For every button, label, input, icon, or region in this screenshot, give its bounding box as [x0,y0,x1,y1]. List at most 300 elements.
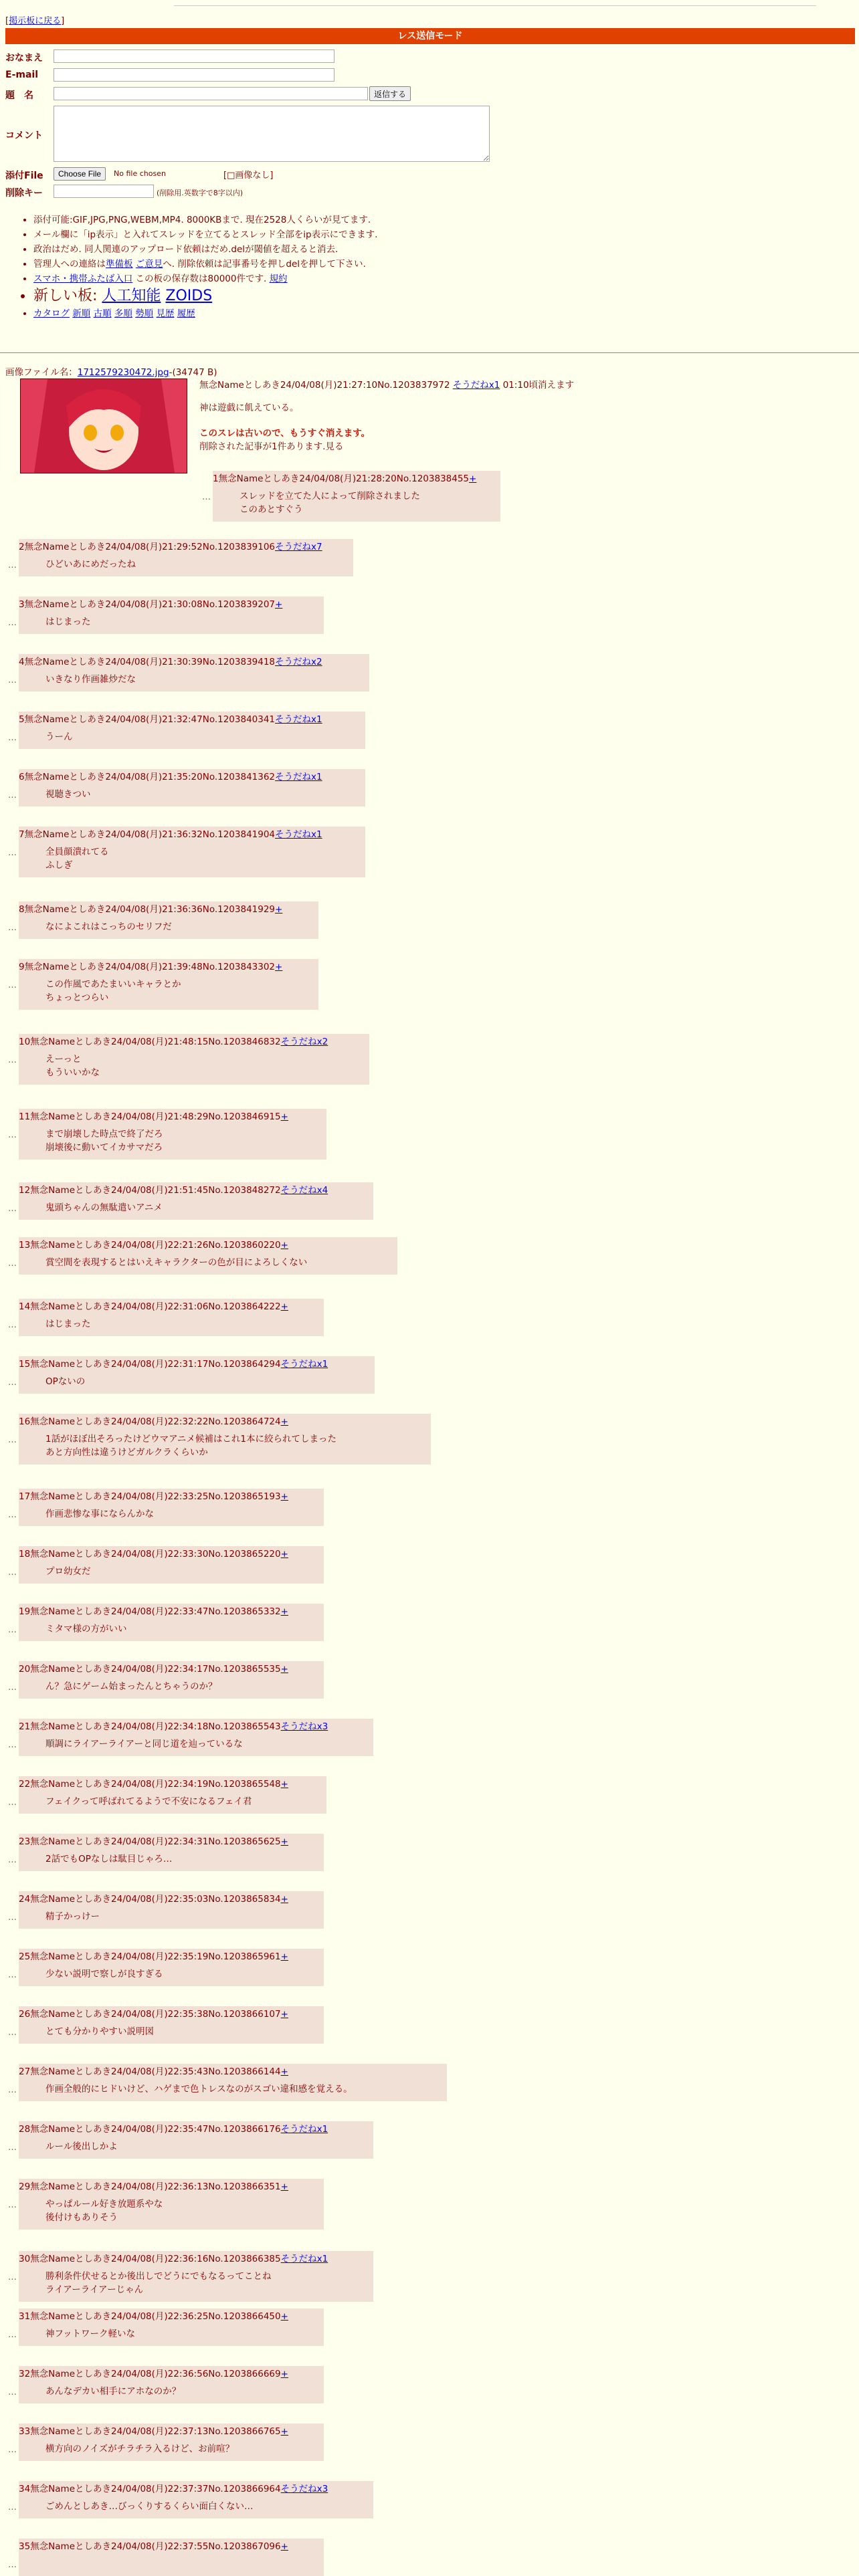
reply-header-text: 無念Nameとしあき24/04/08(月)21:51:45No.1203848272 [30,1185,281,1196]
reply-header-text: 無念Nameとしあき24/04/08(月)22:35:03No.1203865834 [30,1894,281,1905]
reply-line: あと方向性は違うけどガルクラくらいか [45,1447,208,1458]
sodane-link[interactable]: + [280,1240,288,1251]
reply-header-text: 無念Nameとしあき24/04/08(月)21:29:52No.1203839106 [24,542,276,552]
junbi-link[interactable]: 準備板 [106,259,133,270]
op-header-text: 無念Nameとしあき24/04/08(月)21:27:10No.1203837972 [199,380,450,391]
reply-line: 視聴きつい [45,789,91,800]
reply-body [19,1680,321,1693]
reply-header [19,1035,367,1049]
reply-body [19,1375,372,1388]
reply-line: ひどいあにめだったね [45,559,136,570]
sodane-link[interactable]: + [275,962,283,972]
reply-header [19,2180,321,2193]
reply-ellipsis: … [8,1740,17,1750]
file-label: 添付File [5,171,43,181]
reply-header-text: 無念Nameとしあき24/04/08(月)22:36:25No.1203866450 [30,2311,281,2322]
sodane-link[interactable]: + [275,599,283,610]
choose-file-button[interactable]: Choose File [54,167,106,181]
reply-line: やっぱルール好き放題系やな [45,2199,163,2210]
reply-number: 35 [19,2541,31,2552]
sodane-link[interactable]: + [280,1894,288,1905]
reply-line [45,2557,321,2571]
new-boards-prefix: 新しい板: [33,288,102,304]
sodane-link[interactable]: + [280,1416,288,1427]
reply-ellipsis: … [8,1320,17,1330]
reply-body [19,788,363,801]
new-order-link[interactable]: 新順 [72,308,91,319]
op-sodane[interactable]: そうだねx1 [452,380,500,391]
delkey-note: (削除用.英数字で8字以内) [157,189,244,197]
reply-number: 24 [19,1894,31,1905]
reply-number: 16 [19,1416,31,1427]
reply-header [19,2008,321,2021]
sodane-link[interactable]: + [280,2369,288,2379]
reply-header [19,1835,321,1848]
reply-header-text: 無念Nameとしあき24/04/08(月)22:34:17No.1203865535 [30,1664,281,1675]
reply-post [19,539,353,576]
sodane-link[interactable]: + [280,1301,288,1312]
reply-ellipsis: … [8,2272,17,2282]
reply-line: 少ない説明で察しが良すぎる [45,1969,163,1979]
reply-line: はじまった [45,617,91,627]
reply-line: 神フットワーク軽いな [45,2329,136,2339]
smartphone-link[interactable]: スマホ・携帯ふたば入口 [33,274,133,284]
reply-number: 12 [19,1185,31,1196]
reply-number: 25 [19,1951,31,1962]
reply-header [19,2252,371,2266]
reply-post [19,1776,326,1814]
reply-mode-bar: レス送信モード [5,28,855,44]
sodane-link[interactable]: + [280,1606,288,1617]
reply-body [19,1967,321,1981]
reply-line: 1話がほぼ出そろったけどウマアニメ候補はこれ1本に絞られてしまった [45,1434,337,1444]
comment-textarea[interactable] [54,106,490,162]
old-order-link[interactable]: 古順 [93,308,112,319]
sodane-link[interactable]: そうだねx4 [280,1185,328,1196]
reply-ellipsis: … [8,2143,17,2153]
reply-number: 13 [19,1240,31,1251]
reply-header [19,770,363,784]
op-expire: 01:10頃消えます [502,380,575,391]
reply-ellipsis: … [8,733,17,743]
reply-number: 20 [19,1664,31,1675]
reply-post [19,2481,373,2518]
reply-body [19,1507,321,1521]
reply-header [19,1547,321,1561]
reply-header [19,1415,428,1428]
reply-body [19,2197,321,2224]
sodane-link[interactable]: そうだねx3 [280,1721,328,1732]
reply-line: OPないの [45,1376,86,1387]
reply-header [19,1950,321,1963]
reply-line: とても分かりやすい説明図 [45,2026,154,2037]
reply-line: フェイクって呼ばれてるようで不安になるフェイ君 [45,1796,252,1807]
reply-number: 9 [19,962,25,972]
reply-ellipsis: … [8,1970,17,1980]
reply-line: もういいかな [45,1067,100,1078]
reply-ellipsis: … [202,492,211,502]
reply-post [19,2251,373,2302]
reply-header [19,960,316,974]
reply-header-text: 無念Nameとしあき24/04/08(月)21:39:48No.1203843302 [24,962,276,972]
reply-header-text: 無念Nameとしあき24/04/08(月)22:34:19No.1203865548 [30,1779,281,1790]
comment-label: コメント [5,130,43,141]
reply-header-text: 無念Nameとしあき24/04/08(月)22:37:13No.1203866765 [30,2426,281,2437]
reply-number: 1 [213,473,219,484]
new-boards [33,286,850,306]
reply-number: 34 [19,2484,31,2494]
reply-ellipsis: … [8,1568,17,1578]
reply-ellipsis: … [8,2445,17,2455]
reply-number: 23 [19,1836,31,1847]
sodane-link[interactable]: そうだねx1 [275,829,322,840]
reply-number: 3 [19,599,25,610]
reply-ellipsis: … [8,2200,17,2210]
subject-label: 題 名 [5,90,33,101]
many-order-link[interactable]: 多順 [114,308,132,319]
reply-ellipsis: … [8,560,17,570]
reply-line: ルール後出しかよ [45,2141,118,2152]
sodane-link[interactable]: + [280,2009,288,2020]
zoids-board-link[interactable]: ZOIDS [165,288,213,304]
reply-header-text: 無念Nameとしあき24/04/08(月)21:48:29No.1203846915 [30,1111,281,1122]
reply-line: 作画全般的にヒドいけど、ハゲまで色トレスなのがスゴい違和感を覚える。 [45,2084,353,2095]
reply-line: いきなり作画雑炒だな [45,674,136,685]
reply-header-text: 無念Nameとしあき24/04/08(月)22:37:37No.1203866964 [30,2484,281,2494]
reply-header-text: 無念Nameとしあき24/04/08(月)22:35:19No.1203865961 [30,1951,281,1962]
sodane-link[interactable]: そうだねx1 [275,714,322,725]
reply-line: 鬼頭ちゃんの無駄遣いアニメ [45,1202,163,1213]
sodane-link[interactable]: + [275,904,283,915]
reply-header-text: 無念Nameとしあき24/04/08(月)22:35:43No.1203866144 [30,2066,281,2077]
reply-header [19,2065,444,2078]
reply-body [19,2385,321,2398]
reply-post [19,2064,447,2101]
reply-post [19,2121,373,2159]
reply-body [19,2082,444,2096]
sodane-link[interactable]: + [280,2426,288,2437]
sodane-link[interactable]: + [280,1664,288,1675]
reply-post [19,827,365,877]
reply-ellipsis: … [8,2387,17,2397]
view-history-link[interactable]: 見歴 [156,308,175,319]
reply-body [19,1053,367,1079]
reply-header [19,1662,321,1676]
reply-number: 30 [19,2254,31,2264]
reply-header [19,1720,371,1733]
reply-ellipsis: … [8,1798,17,1808]
reply-ellipsis: … [8,2560,17,2570]
reply-ellipsis: … [8,675,17,685]
kiyaku-link[interactable]: 規約 [269,274,288,284]
rule-item: • メール欄に「ip表示」と入れてスレッドを立てるとスレッド全部をip表示にできます. [33,227,850,242]
reply-number: 28 [19,2124,31,2135]
reply-number: 27 [19,2066,31,2077]
goiken-link[interactable]: ご意見 [135,259,163,270]
reply-number: 33 [19,2426,31,2437]
reply-post [19,712,365,749]
reply-number: 22 [19,1779,31,1790]
reply-header-text: 無念Nameとしあき24/04/08(月)22:34:31No.1203865625 [30,1836,281,1847]
delkey-input[interactable] [54,185,154,198]
reply-number: 26 [19,2009,31,2020]
reply-ellipsis: … [8,923,17,933]
name-input[interactable] [54,49,335,63]
reply-number: 8 [19,904,25,915]
reply-body [19,1201,371,1214]
reply-body [19,1565,321,1578]
reply-post [19,2424,324,2461]
back-link[interactable]: 掲示板に戻る [9,16,62,26]
reply-post [19,1719,373,1756]
reply-header [19,713,363,726]
reply-header-text: 無念Nameとしあき24/04/08(月)22:33:25No.1203865193 [30,1491,281,1502]
reply-line: 2話でもOPなしは駄目じゃろ… [45,1854,173,1864]
name-label: おなまえ [5,53,43,64]
reply-number: 18 [19,1549,31,1560]
reply-header-text: 無念Nameとしあき24/04/08(月)21:35:20No.1203841362 [24,772,276,782]
catalog-links [33,306,850,321]
reply-header [213,472,498,486]
momentum-order-link[interactable]: 勢順 [135,308,154,319]
reply-ellipsis: … [8,1625,17,1635]
reply-post [19,1891,324,1929]
sodane-link[interactable]: そうだねx3 [280,2484,328,2494]
reply-header-text: 無念Nameとしあき24/04/08(月)22:33:30No.1203865220 [30,1549,281,1560]
reply-body [19,1795,324,1808]
reply-body [19,1317,321,1331]
reply-header [19,1605,321,1618]
rule-item: • 政治はだめ. 同人関連のアップロード依頼はだめ.delが閾値を超えると消去. [33,242,850,257]
reply-body [19,730,363,744]
reply-header-text: 無念Nameとしあき24/04/08(月)21:28:20No.1203838455 [218,473,470,484]
reply-header-text: 無念Nameとしあき24/04/08(月)21:36:32No.1203841904 [24,829,276,840]
reply-ellipsis: … [8,2502,17,2512]
reply-line: 賞空間を表現するとはいえキャラクターの色が目によろしくない [45,1257,308,1268]
reply-ellipsis: … [8,848,17,858]
top-divider [174,5,816,6]
reply-line: なによこれはこっちのセリフだ [45,922,172,932]
reply-body [19,1852,321,1866]
sodane-link[interactable]: + [280,1549,288,1560]
reply-number: 17 [19,1491,31,1502]
reply-header-text: 無念Nameとしあき24/04/08(月)21:48:15No.1203846832 [30,1037,281,1047]
reply-header [19,598,321,611]
reply-line: あんなデカい相手にアホなのか？ [45,2386,181,2397]
sodane-link[interactable]: そうだねx7 [275,542,322,552]
reply-ellipsis: … [8,1510,17,1520]
reply-post [19,959,318,1010]
reply-header-text: 無念Nameとしあき24/04/08(月)22:37:55No.1203867096 [30,2541,281,2552]
reply-post [19,901,318,939]
op-thumbnail[interactable] [20,379,187,473]
reply-header-text: 無念Nameとしあき24/04/08(月)21:32:47No.1203840341 [24,714,276,725]
reply-line: 横方向のノイズがチラチラ入るけど、お前喧？ [45,2444,235,2454]
sodane-link[interactable]: + [280,2541,288,2552]
sodane-link[interactable]: + [280,2181,288,2192]
reply-ellipsis: … [8,1855,17,1865]
reply-post [19,1414,431,1465]
reply-body [19,2557,321,2571]
sodane-link[interactable]: そうだねx1 [280,1359,328,1370]
sodane-link[interactable]: + [280,1491,288,1502]
op-post [199,379,842,453]
reply-line: うーん [45,732,73,742]
reply-number: 19 [19,1606,31,1617]
sodane-link[interactable]: + [280,1111,288,1122]
reply-line: 崩壊後に動いてイカサマだろ [45,1142,163,1153]
anime-girl-thumbnail-image [21,379,187,473]
reply-post [19,1834,324,1871]
delkey-label: 削除キー [5,188,43,199]
sodane-link[interactable]: そうだねx1 [280,2124,328,2135]
reply-post [19,1546,324,1584]
reply-header [19,540,351,554]
reply-line: ちょっとつらい [45,992,109,1003]
reply-header [19,1300,321,1313]
ai-board-link[interactable]: 人工知能 [102,288,161,304]
reply-post [19,654,369,691]
file-row [5,167,407,183]
reply-ellipsis: … [8,1204,17,1214]
reply-line: 全員顔潰れてる [45,847,109,857]
reply-number: 5 [19,714,25,725]
reply-post [19,2179,324,2230]
catalog-link[interactable]: カタログ [33,308,70,319]
reply-header-text: 無念Nameとしあき24/04/08(月)22:36:13No.1203866351 [30,2181,281,2192]
reply-header-text: 無念Nameとしあき24/04/08(月)21:30:39No.1203839418 [24,657,276,667]
reply-post [19,1489,324,1526]
delkey-row [5,185,407,201]
reply-line: ミタマ様の方がいい [45,1624,127,1634]
reply-header-text: 無念Nameとしあき24/04/08(月)22:36:56No.1203866669 [30,2369,281,2379]
reply-ellipsis: … [8,1913,17,1923]
section-divider [0,352,859,353]
sodane-link[interactable]: + [280,2311,288,2322]
reply-ellipsis: … [8,1378,17,1388]
rule-item: • 管理人への連絡は準備板 ご意見へ. 削除依頼は記事番号を押しdelを押して下さい. [33,257,850,272]
reply-header-text: 無念Nameとしあき24/04/08(月)21:30:08No.1203839207 [24,599,276,610]
submit-button[interactable]: 返信する [369,86,411,101]
reply-number: 2 [19,542,25,552]
reply-line: 勝利条件伏せるとか後出しでどうにでもなるってことね [45,2271,272,2282]
reply-line: この作風であたまいいキャラとか [45,979,181,990]
history-link[interactable]: 履歴 [177,308,195,319]
reply-post [19,1182,373,1220]
sodane-link[interactable]: + [280,2066,288,2077]
reply-line: ごめんとしあき…びっくりするくらい面白くない… [45,2501,254,2512]
reply-header [19,2123,371,2136]
file-status: No file chosen [114,169,166,178]
sodane-link[interactable]: + [280,1779,288,1790]
op-body: 神は遊戯に飢えている。 [199,403,299,413]
email-input[interactable] [54,68,335,82]
reply-line: 後付けもありそう [45,2212,118,2223]
reply-ellipsis: … [8,790,17,800]
reply-body [19,845,363,872]
reply-line: 精子かっけー [45,1911,100,1922]
reply-post [19,1604,324,1641]
reply-post [19,1109,326,1160]
reply-header-text: 無念Nameとしあき24/04/08(月)22:34:18No.1203865543 [30,1721,281,1732]
reply-header-text: 無念Nameとしあき24/04/08(月)22:31:06No.1203864222 [30,1301,281,1312]
reply-post [19,597,324,634]
reply-ellipsis: … [8,980,17,990]
sodane-link[interactable]: そうだねx2 [280,1037,328,1047]
sodane-link[interactable]: そうだねx1 [275,772,322,782]
reply-number: 4 [19,657,25,667]
old-thread-warning: このスレは古いので、もうすぐ消えます。 [199,428,371,439]
reply-post [19,1237,397,1275]
reply-number: 31 [19,2311,31,2322]
reply-number: 10 [19,1037,31,1047]
sodane-link[interactable]: + [280,1836,288,1847]
reply-body [19,2025,321,2038]
rule-item: • 添付可能:GIF,JPG,PNG,WEBM,MP4. 8000KBまで. 現在2528人くらいが見てます. [33,213,850,227]
sodane-link[interactable]: そうだねx1 [280,2254,328,2264]
reply-header [19,828,363,841]
reply-header [19,2540,321,2553]
reply-post [19,1661,324,1699]
reply-header-text: 無念Nameとしあき24/04/08(月)22:35:47No.1203866176 [30,2124,281,2135]
reply-post [213,471,500,522]
reply-line: 作画悲惨な事にならんかな [45,1509,154,1519]
reply-number: 6 [19,772,25,782]
op-header [199,379,842,392]
reply-number: 21 [19,1721,31,1732]
reply-body [19,1256,395,1269]
reply-post [19,2366,324,2403]
op-image-link[interactable]: 1712579230472.jpg [77,367,169,378]
reply-ellipsis: … [8,1683,17,1693]
reply-post [19,1034,369,1085]
sodane-link[interactable]: そうだねx2 [275,657,322,667]
reply-number: 29 [19,2181,31,2192]
reply-header [19,1184,371,1197]
subject-input[interactable] [54,87,368,100]
reply-post [19,1949,324,1986]
reply-header-text: 無念Nameとしあき24/04/08(月)22:33:47No.1203865332 [30,1606,281,1617]
file-info-label: 画像ファイル名： [5,367,78,378]
reply-line: プロ幼女だ [45,1566,91,1577]
sodane-link[interactable]: + [469,473,477,484]
sodane-link[interactable]: + [280,1951,288,1962]
reply-post [19,2006,324,2044]
reply-body [19,2442,321,2456]
reply-post [19,1356,375,1394]
reply-header [19,655,367,669]
reply-line: ライアーライアーじゃん [45,2284,144,2295]
rule-item: • スマホ・携帯ふたば入口 この板の保存数は80000件です. 規約 [33,272,850,286]
reply-line: えーっと [45,1054,82,1065]
reply-ellipsis: … [8,1259,17,1269]
reply-header [19,1110,324,1123]
reply-header [19,1490,321,1503]
reply-header-text: 無念Nameとしあき24/04/08(月)22:21:26No.1203860220 [30,1240,281,1251]
reply-post [19,1299,324,1336]
reply-number: 32 [19,2369,31,2379]
reply-body [19,558,351,571]
reply-header-text: 無念Nameとしあき24/04/08(月)21:36:36No.1203841929 [24,904,276,915]
reply-header-text: 無念Nameとしあき24/04/08(月)22:36:16No.1203866385 [30,2254,281,2264]
reply-line: はじまった [45,1319,91,1329]
reply-header [19,2367,321,2381]
no-image-checkbox[interactable]: [□画像なし] [223,171,274,181]
reply-header [19,1778,324,1791]
op-file-info [5,364,217,378]
reply-header [19,2482,371,2496]
reply-number: 7 [19,829,25,840]
